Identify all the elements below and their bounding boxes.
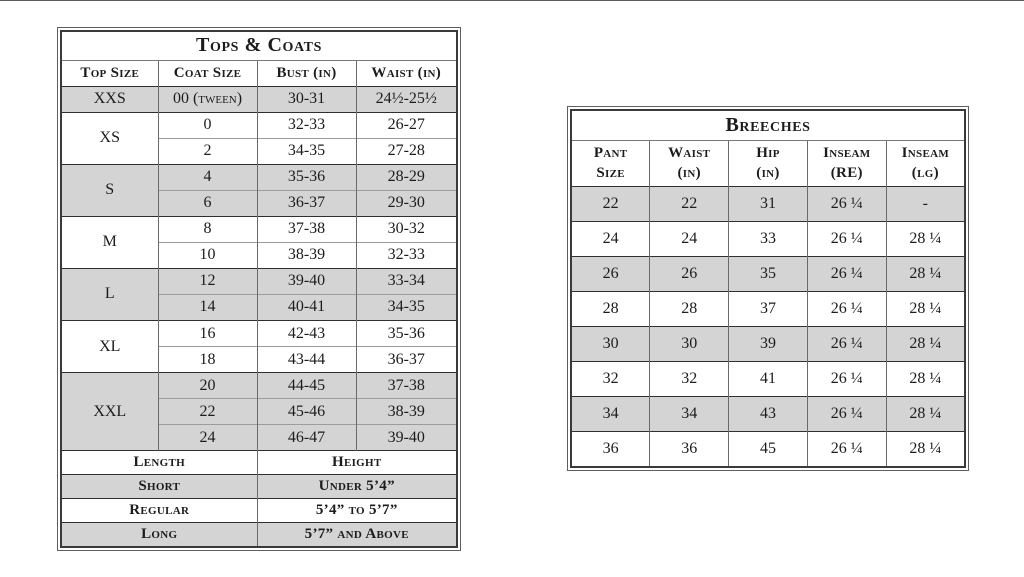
pant-size-cell: 26 [571, 256, 650, 291]
height-range: Under 5’4” [257, 475, 457, 499]
length-row-regular [61, 499, 457, 523]
waist-in-header [650, 140, 729, 186]
bust-header: Bust (in) [257, 60, 356, 86]
breeches-row [571, 291, 965, 326]
coat-size-cell: 16 [158, 321, 257, 347]
waist-cell: 39-40 [356, 425, 457, 451]
hip-cell: 33 [729, 221, 808, 256]
length-height-section [61, 451, 457, 547]
waist-header: Waist (in) [356, 60, 457, 86]
length-header: Length [61, 451, 257, 475]
hip-cell: 39 [729, 327, 808, 362]
header-line2: (in) [756, 165, 780, 182]
breeches-row [571, 221, 965, 256]
inseam-lg-cell: 28 ¼ [886, 362, 965, 397]
hip-cell: 41 [729, 362, 808, 397]
waist-cell: 34-35 [356, 294, 457, 320]
bust-cell: 44-45 [257, 373, 356, 399]
inseam-lg-cell: 28 ¼ [886, 221, 965, 256]
coat-size-cell: 4 [158, 164, 257, 190]
coat-size-header: Coat Size [158, 60, 257, 86]
pant-size-cell: 24 [571, 221, 650, 256]
length-label: Regular [61, 499, 257, 523]
tops-coats-row [61, 216, 457, 242]
bust-cell: 39-40 [257, 268, 356, 294]
inseam-lg-header [886, 140, 965, 186]
header-line1: Inseam [901, 144, 950, 161]
pant-size-header [571, 140, 650, 186]
hip-cell: 31 [729, 186, 808, 221]
inseam-re-cell: 26 ¼ [807, 221, 886, 256]
tops-coats-size-chart [60, 30, 458, 548]
bust-cell: 32-33 [257, 112, 356, 138]
height-header: Height [257, 451, 457, 475]
hip-cell: 35 [729, 256, 808, 291]
waist-cell: 26-27 [356, 112, 457, 138]
waist-cell: 34 [650, 397, 729, 432]
coat-size-cell: 12 [158, 268, 257, 294]
breeches-title-row [571, 110, 965, 140]
waist-cell: 37-38 [356, 373, 457, 399]
breeches-row [571, 186, 965, 221]
waist-cell: 30 [650, 327, 729, 362]
bust-cell: 36-37 [257, 190, 356, 216]
bust-cell: 34-35 [257, 138, 356, 164]
waist-cell: 27-28 [356, 138, 457, 164]
tops-coats-title: Tops & Coats [61, 31, 457, 60]
top-size-cell: S [61, 164, 158, 216]
length-label: Long [61, 523, 257, 547]
top-size-cell: XS [61, 112, 158, 164]
breeches-header-row [571, 140, 965, 186]
header-line1: Hip [756, 144, 780, 161]
inseam-re-cell: 26 ¼ [807, 432, 886, 467]
coat-size-cell: 0 [158, 112, 257, 138]
coat-size-cell: 10 [158, 242, 257, 268]
coat-size-cell: 2 [158, 138, 257, 164]
inseam-re-cell: 26 ¼ [807, 186, 886, 221]
bust-cell: 40-41 [257, 294, 356, 320]
bust-cell: 37-38 [257, 216, 356, 242]
tops-coats-header-row [61, 60, 457, 86]
length-height-header-row [61, 451, 457, 475]
coat-size-cell: 6 [158, 190, 257, 216]
top-size-cell: M [61, 216, 158, 268]
inseam-re-cell: 26 ¼ [807, 256, 886, 291]
inseam-lg-cell: 28 ¼ [886, 256, 965, 291]
bust-cell: 38-39 [257, 242, 356, 268]
waist-cell: 30-32 [356, 216, 457, 242]
hip-cell: 43 [729, 397, 808, 432]
pant-size-cell: 28 [571, 291, 650, 326]
breeches-row [571, 256, 965, 291]
height-range: 5’4” to 5’7” [257, 499, 457, 523]
top-size-cell: XL [61, 321, 158, 373]
length-label: Short [61, 475, 257, 499]
inseam-re-cell: 26 ¼ [807, 291, 886, 326]
bust-cell: 42-43 [257, 321, 356, 347]
tops-coats-row [61, 164, 457, 190]
bust-cell: 35-36 [257, 164, 356, 190]
header-line1: Pant [593, 144, 628, 161]
top-size-cell: XXL [61, 373, 158, 451]
bust-cell: 45-46 [257, 399, 356, 425]
waist-cell: 28 [650, 291, 729, 326]
breeches-row [571, 362, 965, 397]
top-size-cell: L [61, 268, 158, 320]
coat-size-cell: 00 (tween) [158, 86, 257, 112]
waist-cell: 32-33 [356, 242, 457, 268]
bust-cell: 46-47 [257, 425, 356, 451]
header-line2: (in) [677, 165, 701, 182]
coat-size-cell: 20 [158, 373, 257, 399]
bust-cell: 30-31 [257, 86, 356, 112]
waist-cell: 26 [650, 256, 729, 291]
waist-cell: 28-29 [356, 164, 457, 190]
inseam-lg-cell: 28 ¼ [886, 397, 965, 432]
inseam-re-cell: 26 ¼ [807, 327, 886, 362]
top-edge-divider [0, 0, 1024, 1]
inseam-re-header [807, 140, 886, 186]
header-line2: (lg) [911, 165, 939, 182]
coat-size-cell: 14 [158, 294, 257, 320]
waist-cell: 24½-25½ [356, 86, 457, 112]
coat-size-cell: 8 [158, 216, 257, 242]
bust-cell: 43-44 [257, 347, 356, 373]
tops-coats-table [57, 27, 461, 551]
waist-cell: 29-30 [356, 190, 457, 216]
waist-cell: 24 [650, 221, 729, 256]
header-line1: Inseam [823, 144, 871, 161]
breeches-title: Breeches [571, 110, 965, 140]
tops-coats-row [61, 373, 457, 399]
breeches-rows [571, 186, 965, 467]
inseam-lg-cell: 28 ¼ [886, 432, 965, 467]
waist-cell: 36-37 [356, 347, 457, 373]
length-row-short [61, 475, 457, 499]
inseam-lg-cell: 28 ¼ [886, 291, 965, 326]
waist-cell: 33-34 [356, 268, 457, 294]
header-line2: Size [596, 165, 625, 182]
top-size-cell: XXS [61, 86, 158, 112]
waist-cell: 32 [650, 362, 729, 397]
breeches-row [571, 432, 965, 467]
breeches-row [571, 397, 965, 432]
hip-in-header [729, 140, 808, 186]
height-range: 5’7” and Above [257, 523, 457, 547]
coat-size-cell: 18 [158, 347, 257, 373]
tops-coats-row [61, 112, 457, 138]
tops-coats-title-row [61, 31, 457, 60]
pant-size-cell: 30 [571, 327, 650, 362]
pant-size-cell: 22 [571, 186, 650, 221]
header-line2: (RE) [830, 165, 863, 182]
waist-cell: 35-36 [356, 321, 457, 347]
breeches-size-chart [570, 109, 966, 468]
inseam-re-cell: 26 ¼ [807, 397, 886, 432]
breeches-row [571, 327, 965, 362]
tops-coats-rows [61, 86, 457, 451]
hip-cell: 37 [729, 291, 808, 326]
pant-size-cell: 34 [571, 397, 650, 432]
tops-coats-row [61, 268, 457, 294]
pant-size-cell: 32 [571, 362, 650, 397]
waist-cell: 36 [650, 432, 729, 467]
tops-coats-row [61, 86, 457, 112]
inseam-lg-cell: - [886, 186, 965, 221]
length-row-long [61, 523, 457, 547]
waist-cell: 22 [650, 186, 729, 221]
coat-size-cell: 24 [158, 425, 257, 451]
pant-size-cell: 36 [571, 432, 650, 467]
inseam-re-cell: 26 ¼ [807, 362, 886, 397]
inseam-lg-cell: 28 ¼ [886, 327, 965, 362]
header-line1: Waist [668, 144, 711, 161]
coat-size-cell: 22 [158, 399, 257, 425]
hip-cell: 45 [729, 432, 808, 467]
breeches-table [567, 106, 969, 471]
tops-coats-row [61, 321, 457, 347]
top-size-header: Top Size [61, 60, 158, 86]
waist-cell: 38-39 [356, 399, 457, 425]
